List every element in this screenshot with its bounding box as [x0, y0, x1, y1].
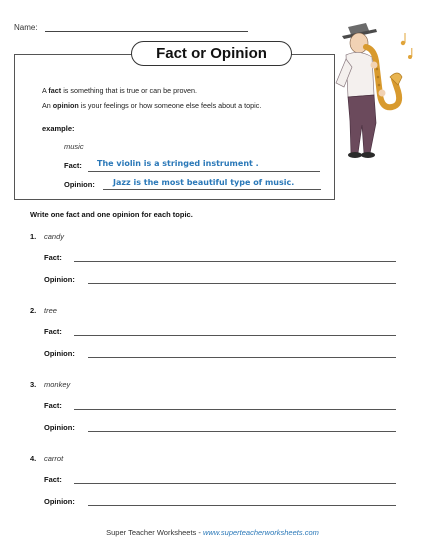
fact-answer-line[interactable] [74, 261, 396, 262]
opinion-label: Opinion: [44, 497, 75, 506]
question-number: 2. [30, 306, 37, 315]
fact-label: Fact: [44, 475, 62, 484]
name-label: Name: [14, 23, 38, 32]
question-number: 4. [30, 454, 37, 463]
footer [0, 528, 425, 537]
example-opinion-answer: Jazz is the most beautiful type of music. [113, 178, 295, 187]
instructions: Write one fact and one opinion for each topic. [30, 210, 193, 219]
opinion-label: Opinion: [44, 423, 75, 432]
opinion-label: Opinion: [44, 349, 75, 358]
question-topic: monkey [44, 380, 71, 389]
example-topic: music [64, 142, 84, 151]
fact-label: Fact: [44, 253, 62, 262]
example-label: example: [42, 124, 75, 133]
fact-answer-line[interactable] [74, 409, 396, 410]
opinion-answer-line[interactable] [88, 431, 396, 432]
fact-answer-line[interactable] [74, 483, 396, 484]
example-opinion-label: Opinion: [64, 180, 95, 189]
footer-url[interactable]: www.superteacherworksheets.com [202, 528, 319, 537]
fact-label: Fact: [44, 327, 62, 336]
fact-definition: A fact is something that is true or can be proven. [42, 86, 198, 95]
opinion-answer-line[interactable] [88, 505, 396, 506]
footer-brand: Super Teacher Worksheets - [106, 528, 203, 537]
example-fact-answer: The violin is a stringed instrument . [97, 159, 259, 168]
question-topic: carrot [44, 454, 64, 463]
question-number: 1. [30, 232, 37, 241]
name-field[interactable] [45, 31, 248, 32]
question-number: 3. [30, 380, 37, 389]
question-topic: candy [44, 232, 65, 241]
music-notes-icon [401, 33, 413, 59]
opinion-definition: An opinion is your feelings or how someone else feels about a topic. [42, 101, 262, 110]
fact-label: Fact: [44, 401, 62, 410]
opinion-label: Opinion: [44, 275, 75, 284]
opinion-answer-line[interactable] [88, 357, 396, 358]
page-title: Fact or Opinion [131, 41, 292, 66]
example-fact-line [88, 171, 320, 172]
saxophone-player-illustration [326, 13, 418, 163]
question-topic: tree [44, 306, 57, 315]
example-fact-label: Fact: [64, 161, 82, 170]
opinion-answer-line[interactable] [88, 283, 396, 284]
example-opinion-line [103, 189, 321, 190]
fact-answer-line[interactable] [74, 335, 396, 336]
